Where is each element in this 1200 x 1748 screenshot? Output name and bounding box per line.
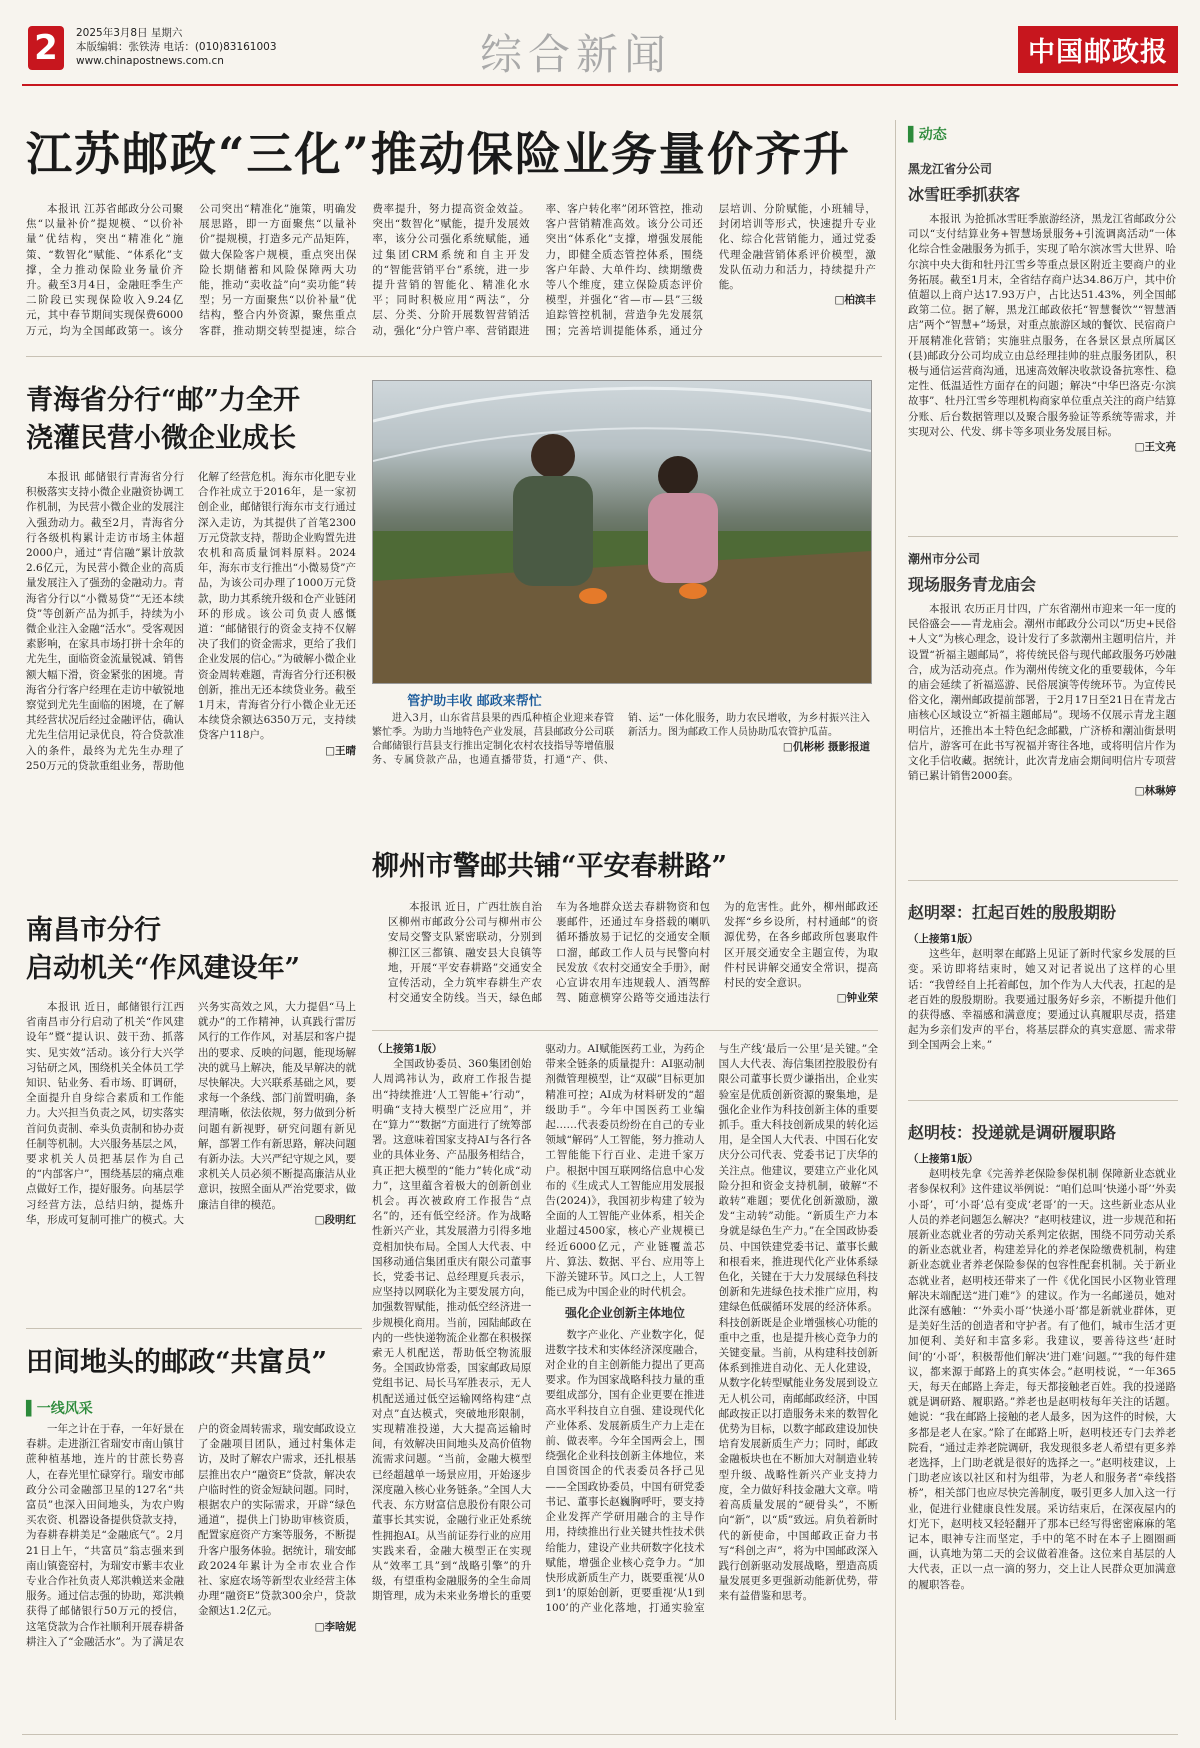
divider-r3 xyxy=(908,1100,1178,1101)
bottom-rule xyxy=(22,1734,1178,1735)
zhaoming-title: 赵明翠：扛起百姓的殷殷期盼 xyxy=(908,903,1117,922)
qinghai-byline: □王晴 xyxy=(325,744,356,757)
nanchang-body xyxy=(26,1000,356,1312)
tianjian-headline-box xyxy=(26,1344,366,1382)
main-article-text: 本报讯 江苏省邮政分公司聚焦“以量补价”提规模、“以价补量”优结构，突出“精准化”施策、“数智化”赋能、“体系化”支撑，全力推动保险业务量价齐升。截至3月4日，金融旺季生产二阶段已实现保险收入9.24亿元，其中春节期间实现保费6000万元，均为全国邮政第一。该分公司突出“精准化”施策，明确发展思路，即一方面聚焦“以量补价”提规模，打造多元产品矩阵，做大保险客户规模，重点突出保险长期储蓄和风险保障两大功能，推动“卖收益”向“卖功能”转型；另一方面聚焦“以价补量”优结构，整合内外资源，聚焦重点客群，推动期交转型提速，综合费率提升，努力提高资金效益。突出“数智化”赋能，提升发展效率，该分公司强化系统赋能，通过集团CRM系统和自主开发的“智能营销平台”系统，进一步提升营销的智能化、精准化水平；同时积极应用“两法”，分层、分类、分阶开展数智营销活动，强化“分户管户率、营销跟进率、客户转化率”闭环管控，推动客户营销精准高效。该分公司还突出“体系化”支撑，增强发展能力，即健全质态管控体系，围绕客户年龄、大单件均、续期缴费等八个维度，建立保险质态评价模型，并强化“省—市—县”三级追踪管控机制，营造争先发展氛围；完善培训提能体系，通过分层培训、分阶赋能，小班辅导，封闭培训等形式，快速提升专业化、综合化营销能力，通过党委代理金融营销体系评价模型，激发队伍动力和活力，持续提升产能。 xyxy=(26,203,876,337)
tianjian-text: 一年之计在于春，一年好景在春耕。走进浙江省瑞安市南山镇甘蔗种植基地，连片的甘蔗长势喜人，在春光里忙碌穿行。瑞安市邮政分公司金融部卫星的127名“共富员”也深入田间地头，为农户购买农资、机器设备提供贷款支持，为春耕春耕美足“金融底气”。2月21日上午，“共富员”翁志强来到南山镇瓷窑村，为瑞安市紫丰农业专业合作社负责人郑洪赖送来金融服务。通过信志强的协助，郑洪赖获得了邮储银行50万元的授信，这笔贷款为合作社顺利开展春耕备耕注入了“金融活水”。为了满足农户的资金周转需求，瑞安邮政设立了金融项目团队，通过村集体走访，及时了解农户需求，还扎根基层推出农户“融资E”贷款，解决农户临时性的资金短缺问题。同时，根据农户的实际需求，开辟“绿色通道”，提供上门协助审核资质，配置家庭资产方案等服务，不断提升客户服务体验。据统计，瑞安邮政2024年累计为全市农业合作社、家庭农场等新型农业经营主体办理“融资E”贷款300余户，贷款金额达1.2亿元。 xyxy=(26,1423,356,1648)
section-title: 综合新闻 xyxy=(480,30,673,79)
column-divider xyxy=(895,120,896,1720)
nanchang-headline-line1: 南昌市分行 xyxy=(26,915,161,946)
greenhouse-photo-illustration xyxy=(373,381,871,683)
photo-caption-title: 管护助丰收 邮政来帮忙 xyxy=(407,694,542,709)
right-tag: ▌动态 xyxy=(908,127,947,143)
photo-caption-title-box xyxy=(372,690,577,709)
page-number: 2 xyxy=(28,26,64,70)
renda-body xyxy=(372,1042,878,1722)
liuzhou-text: 本报讯 近日，广西壮族自治区柳州市邮政分公司与柳州市公安局交警支队紧密联动，分别到柳江区三都镇、融安县大良镇等地，开展“平安春耕路”交通安全宣传活动，全力筑牢春耕生产农村交通安全防线。当天，绿色邮车为各地群众送去春耕物资和包裹邮件，还通过车身搭载的喇叭循环播放易于记忆的交通安全顺口溜，邮政工作人员与民警向村民发放《农村交通安全手册》，耐心宣讲农用车违规载人、酒驾醉驾、随意横穿公路等交通违法行为的危害性。此外，柳州邮政还发挥“乡乡设所，村村通邮”的资源优势，在各乡邮政所包裹取件区开展交通安全主题宣传，为取件村民讲解交通安全常识，提高村民的安全意识。 xyxy=(388,901,878,1005)
qinghai-body xyxy=(26,470,356,862)
tianjian-byline: □李啥妮 xyxy=(314,1620,356,1633)
zhaoming-body xyxy=(908,932,1176,1080)
renda-text: 全国政协委员、360集团创始人周鸿祎认为，政府工作报告提出“持续推进‘人工智能+’行动”，明确“支持大模型广泛应用”，并在“算力”“数据”方面进行了统筹部署。这意味着国家支持AI与各行各业的具体业务、产品服务相结合，真正把大模型的“能力”转化成“动力”，这里蕴含着极大的创新创业机会。再次被政府工作报告“点名”的，还有低空经济。作为战略性新兴产业，其发展潜力引得多地竞相加快布局。全国人大代表、中国移动通信集团重庆有限公司董事长，党委书记、总经理夏兵表示，应坚持以网联化为主要发展方向，加强数智赋能，推动低空经济进一步规模化商用。当前，园陆邮政在内的一些快递物流企业都在积极探索无人机配送，帮助低空物流服务。全国政协常委，国家邮政局原党组书记、局长马军胜表示，无人机配送通过低空运输网络构建“点对点”直达模式，突破地形限制，实现精准投递，大大提高运输时间，有效解决田间地头及高价值物流需求问题。“当前，金融大模型已经超越单一场景应用，开始逐步深度融入核心业务链条。”全国人大代表、东方财富信息股份有限公司董事长其实说，金融行业正处系统性拥抱AI。从当前证券行业的应用实践来看，金融大模型正在实现从“效率工具”到“战略引擎”的升级，有望重构金融服务的全生命周期管理，成为未来业务增长的重要驱动力。AI赋能医药工业，为药企带来全链条的质量提升：AI驱动制剂微管理模型，让“双碳”目标更加精准可控；AI成为材料研发的“超级助手”。今年中国医药工业编起……代表委员纷纷在自己的专业领域“解码”人工智能，努力推动人工智能能下行百业、走进千家万户。根据中国互联网络信息中心发布的《生成式人工智能应用发展报告(2024)》，我国初步构建了较为全面的人工智能产业体系，相关企业超过4500家，核心产业规模已经近6000亿元，产业链覆盖芯片、算法、数据、平台、应用等上下游关键环节。风口之上，人工智能已成为中国企业的时代机会。 xyxy=(372,1043,705,1603)
zhaomingzhi-body xyxy=(908,1152,1176,1722)
tianjian-tag-text: 一线风采 xyxy=(36,1401,93,1417)
renda-text-2: 数字产业化、产业数字化，促进数字技术和实体经济深度融合，对企业的自主创新能力提出了更高要求。作为国家战略科技力量的重要组成部分，国有企业更要在推进高水平科技自立自强、建设现代化产业体系、发展新质生产力上走在前、做表率。今年全国两会上，围绕强化企业科技创新主体地位，来自国资国企的代表委员各抒己见——全国政协委员，中国有研党委书记、董事长赵巍胸呼吁，要支持企业发挥产学研用融合的主导作用，持续推出行业关键共性技术供给能力，建设产业共研数字化技术赋能，增强企业核心竞争力。“加快形成新质生产力，既要重视‘从0到1’的原始创新，更要重视‘从1到100’的产业化落地，打通实验室与生产线‘最后一公里’是关键。”全国人大代表、海信集团控股股份有限公司董事长贾少谦指出，企业实验室是优质创新资源的聚集地，是强化企业作为科技创新主体的重要抓手。重大科技创新成果的转化运用，是全国人大代表、中国石化安庆分公司代表、党委书记丁庆华的关注点。他建议，要建立产业化风险分担和资金支持机制，破解“不敢转”难题；要优化创新激励，激发“主动转”动能。“新质生产力本身就是绿色生产力。”在全国政协委员、中国铁建党委书记、董事长戴和根看来，推进现代化产业体系绿色化，关键在于大力发展绿色科技创新和先进绿色技术推广应用，构建绿色低碳循环发展的经济体系。科技创新既是企业增强核心功能的重中之重，也是提升核心竞争力的关键变量。当前，从构建科技创新体系到推进自动化、无人化建设，从数字化转型赋能业务发展到设立无人机公司，南邮邮政经济，中国邮政按正以打造服务未来的数智化优势为目标，以数字邮政建设加快培育发展新质生产力；同时，邮政金融板块也在不断加大对制造业转型升级、战略性新兴产业支持力度，全力做好科技金融大文章。啃着高质量发展的“硬骨头”，不断向“新”，以“质”致远。肩负着新时代的新使命，中国邮政正奋力书写“科创之声”，将为中国邮政深入践行创新驱动发展战略，塑造高质量发展更多更强新动能新优势，带来有益借鉴和思考。 xyxy=(545,1043,878,1615)
hlj-byline: □王文亮 xyxy=(1134,441,1176,454)
qinghai-headline-line1: 青海省分行“邮”力全开 xyxy=(26,385,301,416)
nanchang-text: 本报讯 近日，邮储银行江西省南昌市分行启动了机关“作风建设年”暨“提认识、鼓干劲、抓落实、见实效”活动。该分行大兴学习钻研之风，围绕机关全体员工学知识、钻业务、看市场、盯调研，全面提升自身综合素质和工作能力。大兴担当负责之风，切实落实首问负责制、牵头负责制和协办责任制等机制。大兴服务基层之风，要求机关人员把基层作为自己的“内部客户”，围绕基层的痛点难点做好工作，提好服务。向基层学习经营方法，总结归纳，提炼升华，形成可复制可推广的模式。大兴务实高效之风，大力提倡“马上就办”的工作精神，认真践行雷厉风行的工作作风，对基层和客户提出的要求、反映的问题，能现场解决的就马上解决，能及早解决的就尽快解决。大兴联系基础之风，要求每一个条线、部门前置明确，条理清晰，依法依规，努力做到分析问题有新视野，研究问题有新见解，部署工作有新思路，解决问题有新办法。大兴严纪守规之风，要求机关人员必须不断提高廉洁从业意识，按照全面从严治党要求，做廉洁自律的模范。 xyxy=(26,1001,356,1226)
editor-line: 本版编辑：张铁涛 电话：(010)83161003 xyxy=(76,41,277,53)
divider-r2 xyxy=(908,880,1178,881)
divider-1 xyxy=(26,356,882,357)
masthead-info xyxy=(76,26,277,68)
qinghai-text: 本报讯 邮储银行青海省分行积极落实支持小微企业融资协调工作机制，为民营小微企业的发展注入强劲动力。截至2月，青海省分行各级机构累计走访市场主体超2000户，通过“青信融”累计放款2.6亿元，为民营小微企业的高质量发展注入了强劲的金融动力。青海省分行以“小微易贷”“无还本续贷”等创新产品为抓手，持续为小微企业注入金融“活水”。受客观因素影响，在家具市场打拼十余年的尤先生，面临资金流量锐减、销售额大幅下滑，资金紧张的困境。青海省分行客户经理在走访中敏锐地察觉到尤先生面临的困境，在了解其经营状况后经过金融评估，确认尤先生信用记录优良，符合贷款准入的条件，最终为尤先生办理了250万元的贷款重组业务，帮助他化解了经营危机。海东市化肥专业合作社成立于2016年，是一家初创企业，邮储银行海东市支行通过深入走访，为其提供了首笔2300万元贷款支持，帮助企业购置先进农机和高质量饲料原料。2024年，海东市支行推出“小微易贷”产品，为该公司办理了1000万元贷款，助力其系统升级和仓产业链闭环的形成。该公司负责人感慨道：“邮储银行的资金支持不仅解决了我们的资金需求，更给了我们企业发展的信心。”为破解小微企业资金周转难题，青海省分行还积极创新，推出无还本续贷业务。截至1月末，青海省分行小微企业无还本续贷余额达6350万元，支持续贷客户118户。 xyxy=(26,471,356,772)
liuzhou-headline-box xyxy=(372,848,872,886)
liuzhou-body xyxy=(388,900,878,1018)
chaozhou-body xyxy=(908,602,1176,842)
zhaoming-lead-label: （上接第1版） xyxy=(908,933,979,945)
newspaper-logo: 中国邮政报 xyxy=(1018,26,1178,73)
chaozhou-title: 现场服务青龙庙会 xyxy=(908,575,1037,594)
hlj-body xyxy=(908,212,1176,484)
nanchang-byline: □段明红 xyxy=(314,1213,356,1226)
renda-lead-label: （上接第1版） xyxy=(372,1043,443,1055)
liuzhou-headline: 柳州市警邮共铺“平安春耕路” xyxy=(372,851,728,882)
nanchang-headline xyxy=(26,912,366,988)
hlj-text: 本报讯 为抢抓冰雪旺季旅游经济，黑龙江省邮政分公司以“支付结算业务+智慧场景服务+引流调离活动”一体化综合性金融服务为抓手，实现了哈尔滨冰雪大世界、哈尔滨中央大街和牡丹江雪乡等重点景区附近主要商户的业务拓展。截至1月末，全省结存商户达34.86万户，其中价值超以上商户达17.93万户，占比达51.43%，列全国邮政第二位。据了解，黑龙江邮政依托“智慧餐饮”“智慧酒店”两个“智慧+”场景，对重点旅游区域的餐饮、民宿商户开展精准化营销；实施驻点服务，在各景区景点所属区(县)邮政分公司均成立由总经理挂帅的驻点服务团队，积极与通信运营商沟通，迅速高效解决收款设备抗寒性、稳定性、低温适性方面存在的问题；解决“中华巴洛克·尔滨故事”、牡丹江雪乡等理机构商家单位重点关注的商户结算分账、后台数据管理以及聚合服务验证等系统等需求，并实现对公、代发、绑卡等多项业务发展目标。 xyxy=(908,213,1176,438)
zhaomingzhi-title: 赵明枝：投递就是调研履职路 xyxy=(908,1123,1117,1142)
zhaoming-text: 这些年，赵明翠在邮路上见证了新时代家乡发展的巨变。采访即将结束时，她又对记者说出了这样的心里话：“我曾经自上托着邮包，加个作为人大代表，扛起的是老百姓的殷殷期盼。我要通过服务好乡亲，不断提升他们的获得感、幸福感和满意度；要通过认真履职尽责，搭建起为乡亲们发声的平台，将基层群众的真实意愿、需求带到全国两会上来。” xyxy=(908,948,1176,1052)
zhaomingzhi-lead-label: （上接第1版） xyxy=(908,1153,979,1165)
qinghai-headline-line2: 浇灌民营小微企业成长 xyxy=(26,423,296,454)
hlj-title: 冰雪旺季抓获客 xyxy=(908,185,1021,204)
website-link[interactable]: www.chinapostnews.com.cn xyxy=(76,55,224,67)
right-tag-text: 动态 xyxy=(918,127,947,143)
top-rule xyxy=(22,84,1178,86)
hlj-org: 黑龙江省分公司 xyxy=(908,162,993,176)
liuzhou-byline: □钟业荣 xyxy=(836,992,878,1005)
renda-subhead: 强化企业创新主体地位 xyxy=(564,1306,685,1321)
qinghai-headline xyxy=(26,382,366,458)
date-line: 2025年3月8日 星期六 xyxy=(76,27,183,39)
photo-credit: □仉彬彬 摄影报道 xyxy=(782,741,870,753)
chaozhou-text: 本报讯 农历正月廿四，广东省潮州市迎来一年一度的民俗盛会——青龙庙会。潮州市邮政分公司以“历史+民俗+人文”为核心理念，设计发行了多款潮州主题明信片，并设置“祈福主题邮局”，将传统民俗与现代邮政服务巧妙融合，成为活动亮点。作为潮州传统文化的重要载体，今年的庙会延续了祈福巡游、民俗展演等传统环节。为宣传民俗文化，潮州邮政提前部署，于2月17日至21日在青龙古庙核心区域设立“祈福主题邮局”。现场不仅展示青龙主题明信片，还推出本土特色纪念邮戳，广济桥和潮汕街景明信片，游客可在此书写祝福并寄往各地，或将明信片作为文化手信收藏。据统计，此次青龙庙会期间明信片专项营销已累计销售2000套。 xyxy=(908,603,1176,783)
tianjian-tag: ▌一线风采 xyxy=(26,1401,93,1417)
divider-2 xyxy=(372,1030,878,1031)
photo-caption-text: 进入3月，山东省莒县果的西瓜种植企业迎来春管繁忙季。为助力当地特色产业发展，莒县邮政分公司联合邮储银行莒县支行推出定制化农村农技指导等增值服务、专属贷款产品，也通直播带货，打通“产、供、销、运”一体化服务，助力农民增收，为乡村振兴注入新活力。图为邮政工作人员协助瓜农管护瓜苗。 xyxy=(372,713,870,766)
news-photo xyxy=(372,380,872,684)
main-byline: □柏滨丰 xyxy=(834,294,876,307)
zhaomingzhi-text: 赵明枝先拿《完善养老保险参保机制 保障新业态就业者参保权利》这件建议举例说：“咱们总叫‘快递小哥’‘外卖小哥’，可‘小哥’总有变成‘老哥’的一天。这些新业态从业人员的养老问题怎么解决？”赵明枝建议，进一步规范和拓展新业态就业者的劳动关系判定依据，围绕不同劳动关系的新业态就业者，构建差异化的养老保险缴费机制，构建新业态就业者养老保险参保的包容性配套机制。关于新业态就业者，赵明枝还带来了一件《优化国民小区物业管理 解决末端配送“进门难”》的建议。作为一名邮递员，她对此深有感触：“‘外卖小哥’‘快递小哥’都是新就业群体，更是美好生活的创造者和守护者。有了他们，城市生活才更加便利、美好和丰富多彩。我建议，要善待这些‘赶时间’的‘小哥’，积极帮他们解决‘进门难’问题。”“我的每件建议，都来源于邮路上的真实体会。”赵明枝说，“一年365天，每天在邮路上奔走，每天都接触老百姓。我的投递路就是调研路、履职路。”养老也是赵明枝每年关注的话题。她说：“我在邮路上接触的老人最多，因为这件的时候，大多都是老人在家。”除了在邮路上听，赵明枝还专门去养老院看，“通过走养老院调研，我发现很多老人希望有更多养老选择，上门助老就是很好的选择之一。”赵明枝建议，上门助老应该以社区和村为组带，为老人和服务者“牵线搭桥”，相关部门也应尽快完善制度，吸引更多人加入这一行业，促进行业健康良性发展。采访结束后，在深夜屋内的灯光下，赵明枝又轻轻翻开了那本已经写得密密麻麻的笔记本，眼神专注而坚定，手中的笔不时在本子上圈圈画画，认真地为第二天的会议做着准备。这位来自基层的人大代表，正以一点一滴的努力，交上让人民群众更加满意的履职答卷。 xyxy=(908,1168,1176,1591)
photo-caption xyxy=(372,712,870,770)
main-headline: 江苏邮政“三化”推动保险业务量价齐升 xyxy=(26,127,851,181)
tianjian-headline: 田间地头的邮政“共富员” xyxy=(26,1347,328,1378)
chaozhou-org: 潮州市分公司 xyxy=(908,552,981,566)
main-article-body xyxy=(26,202,876,344)
chaozhou-byline: □林琳婷 xyxy=(1134,785,1176,798)
tianjian-body xyxy=(26,1422,356,1722)
divider-3 xyxy=(26,1328,362,1329)
nanchang-headline-line2: 启动机关“作风建设年” xyxy=(26,953,301,984)
divider-r1 xyxy=(908,536,1178,537)
